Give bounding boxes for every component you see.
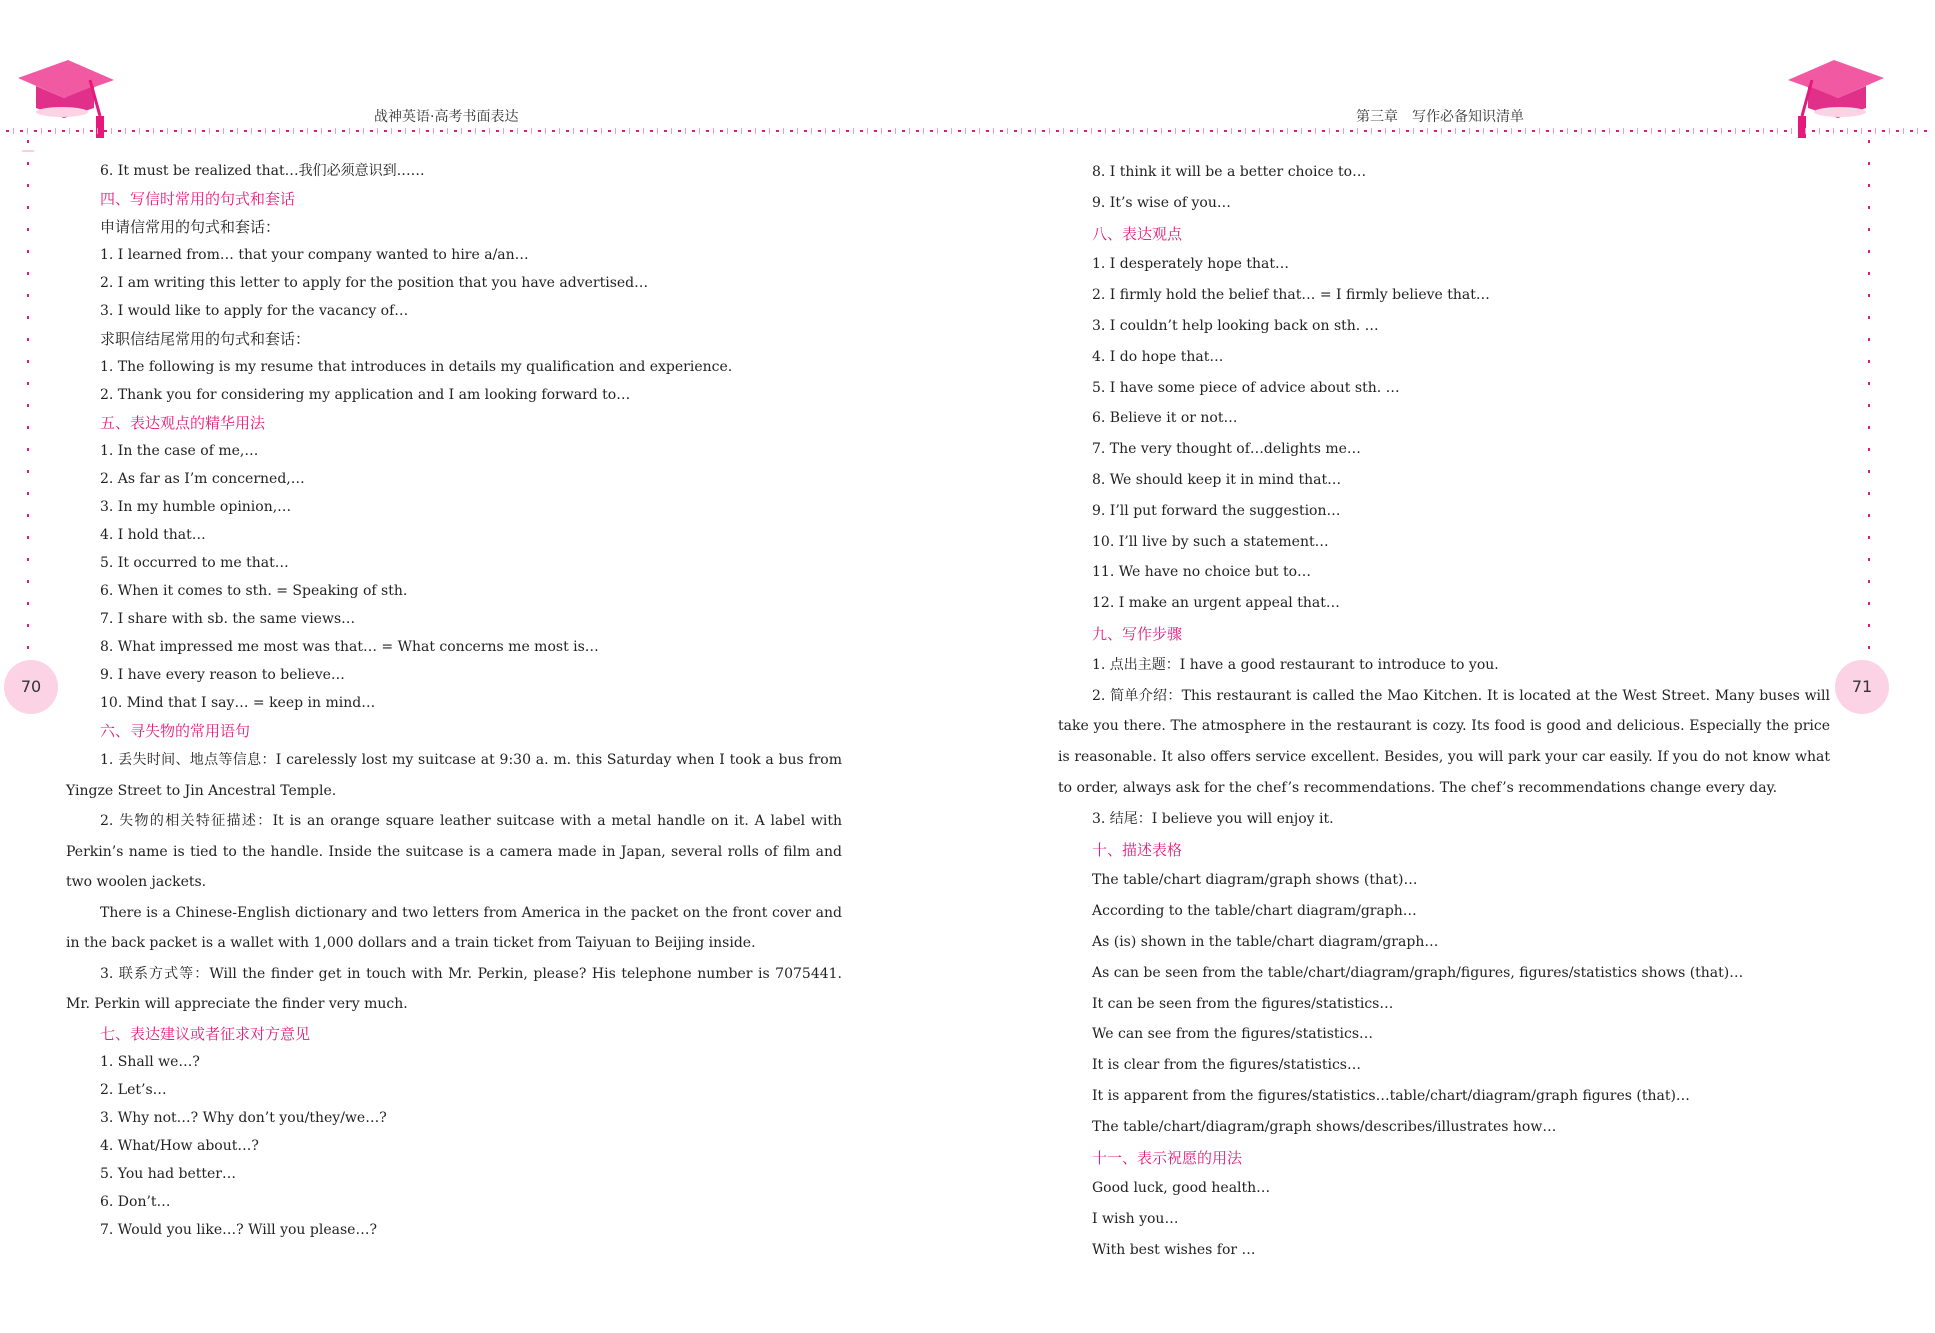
list-item: 8. What impressed me most was that… = What concerns me most is… — [100, 639, 599, 655]
section-heading-opinion-usage: 五、表达观点的精华用法 — [100, 414, 266, 432]
list-item: 2. I am writing this letter to apply for the position that you have advertised… — [100, 275, 649, 291]
list-item: 1. I desperately hope that… — [1092, 256, 1290, 273]
list-item: 6. When it comes to sth. = Speaking of sth. — [100, 583, 408, 599]
page-number-left: 70 — [4, 660, 58, 714]
list-item: 10. I’ll live by such a statement… — [1092, 533, 1329, 550]
list-item: We can see from the figures/statistics… — [1092, 1026, 1374, 1043]
section-heading-wishes: 十一、表示祝愿的用法 — [1092, 1148, 1243, 1167]
list-item: 1. Shall we…? — [100, 1053, 200, 1070]
list-item: 1. The following is my resume that introduces in details my qualification and experience. — [100, 359, 733, 375]
list-item: 2. As far as I’m concerned,… — [100, 471, 305, 487]
paragraph: 1. 丢失时间、地点等信息：I carelessly lost my suitcase at 9:30 a. m. this Saturday when I took a bus from Yingze Street to Jin Ancestral Temple. — [66, 752, 842, 799]
list-item: I wish you… — [1092, 1211, 1179, 1228]
section-heading-lost-items: 六、寻失物的常用语句 — [100, 722, 251, 740]
list-item: As can be seen from the table/chart/diagram/graph/figures, figures/statistics shows (that)… — [1092, 964, 1744, 981]
list-item: 9. I have every reason to believe… — [100, 667, 345, 683]
list-item: It is clear from the figures/statistics… — [1092, 1057, 1361, 1074]
list-item: 5. I have some piece of advice about sth. … — [1092, 379, 1400, 396]
list-item: 3. I would like to apply for the vacancy of… — [100, 303, 409, 319]
right-page-column — [1058, 157, 1830, 1266]
decorative-border-right — [1863, 140, 1875, 650]
list-item: With best wishes for … — [1092, 1241, 1256, 1258]
paragraph: 2. 简单介绍：This restaurant is called the Mao Kitchen. It is located at the West Street. Many buses will take you there. The atmosphere in the restaurant is cozy. Its food is good and delicious. Especially the price is reasonable. It also offers service excellent. Besides, you will park your car easily. If you do not know what to order, always ask for the chef’s recommendations. The chef’s recommendations change every day. — [1058, 687, 1830, 796]
list-item: 4. I hold that… — [100, 527, 206, 543]
subheading: 求职信结尾常用的句式和套话： — [100, 330, 311, 348]
list-item: 1. I learned from… that your company wanted to hire a/an… — [100, 247, 529, 263]
paragraph: 3. 联系方式等：Will the finder get in touch with Mr. Perkin, please? His telephone number is 7075441. Mr. Perkin will appreciate the finder very much. — [66, 965, 842, 1012]
paragraph: 2. 失物的相关特征描述：It is an orange square leather suitcase with a metal handle on it. A label with Perkin’s name is tied to the handle. Inside the suitcase is a camera made in Japan, several rolls of film and two woolen jackets. — [66, 813, 842, 890]
list-item: 2. Thank you for considering my application and I am looking forward to… — [100, 387, 631, 403]
list-item: 3. In my humble opinion,… — [100, 499, 292, 515]
section-heading-letter-phrases: 四、写信时常用的句式和套话 — [100, 190, 296, 208]
paragraph: There is a Chinese-English dictionary and two letters from America in the packet on the front cover and in the back packet is a wallet with 1,000 dollars and a train ticket from Taiyuan to Beijing inside. — [66, 904, 842, 951]
list-item: 9. It’s wise of you… — [1092, 194, 1231, 211]
list-item: 8. I think it will be a better choice to… — [1092, 164, 1367, 180]
list-item: 2. Let’s… — [100, 1081, 167, 1098]
decorative-border-left — [22, 140, 34, 650]
section-heading-describe-tables: 十、描述表格 — [1092, 840, 1183, 859]
list-item: 9. I’ll put forward the suggestion… — [1092, 502, 1341, 519]
running-header-left: 战神英语·高考书面表达 — [374, 109, 519, 125]
left-page-column — [66, 157, 842, 1244]
list-item: Good luck, good health… — [1092, 1180, 1271, 1197]
section-heading-express-opinion: 八、表达观点 — [1092, 224, 1183, 243]
list-item: 8. We should keep it in mind that… — [1092, 471, 1342, 488]
running-header-right: 第三章 写作必备知识清单 — [1356, 109, 1524, 125]
list-item: 5. It occurred to me that… — [100, 555, 289, 571]
list-item: According to the table/chart diagram/graph… — [1092, 903, 1417, 920]
list-item: 3. I couldn’t help looking back on sth. … — [1092, 317, 1379, 334]
list-item: It is apparent from the figures/statistics…table/chart/diagram/graph figures (that)… — [1092, 1087, 1690, 1104]
list-item: 1. In the case of me,… — [100, 443, 259, 459]
list-item: 6. Believe it or not… — [1092, 410, 1238, 427]
list-item: It can be seen from the figures/statistics… — [1092, 995, 1394, 1012]
list-item: The table/chart diagram/graph shows (that)… — [1092, 872, 1418, 889]
list-item: 7. The very thought of…delights me… — [1092, 441, 1361, 458]
decorative-border-top — [6, 127, 1930, 135]
list-item: 4. What/How about…? — [100, 1137, 259, 1154]
section-heading-writing-steps: 九、写作步骤 — [1092, 624, 1183, 643]
list-item: 3. Why not…? Why don’t you/they/we…? — [100, 1109, 387, 1126]
section-heading-suggestions: 七、表达建议或者征求对方意见 — [100, 1024, 311, 1043]
list-item: As (is) shown in the table/chart diagram/graph… — [1092, 933, 1439, 950]
list-item: 5. You had better… — [100, 1165, 236, 1182]
list-item: 7. Would you like…? Will you please…? — [100, 1221, 377, 1238]
list-item: 3. 结尾：I believe you will enjoy it. — [1092, 810, 1334, 827]
list-item: 2. I firmly hold the belief that… = I firmly believe that… — [1092, 287, 1490, 304]
list-item: 11. We have no choice but to… — [1092, 564, 1312, 581]
list-item: 12. I make an urgent appeal that… — [1092, 595, 1340, 612]
list-item: 7. I share with sb. the same views… — [100, 611, 356, 627]
list-item: 4. I do hope that… — [1092, 348, 1224, 365]
page-number-right: 71 — [1835, 660, 1889, 714]
list-item: 6. It must be realized that…我们必须意识到…… — [100, 163, 425, 179]
list-item: 6. Don’t… — [100, 1193, 171, 1210]
subheading: 申请信常用的句式和套话： — [100, 218, 281, 236]
list-item: The table/chart/diagram/graph shows/describes/illustrates how… — [1092, 1118, 1557, 1135]
list-item: 1. 点出主题：I have a good restaurant to introduce to you. — [1092, 656, 1499, 673]
list-item: 10. Mind that I say… = keep in mind… — [100, 695, 376, 711]
